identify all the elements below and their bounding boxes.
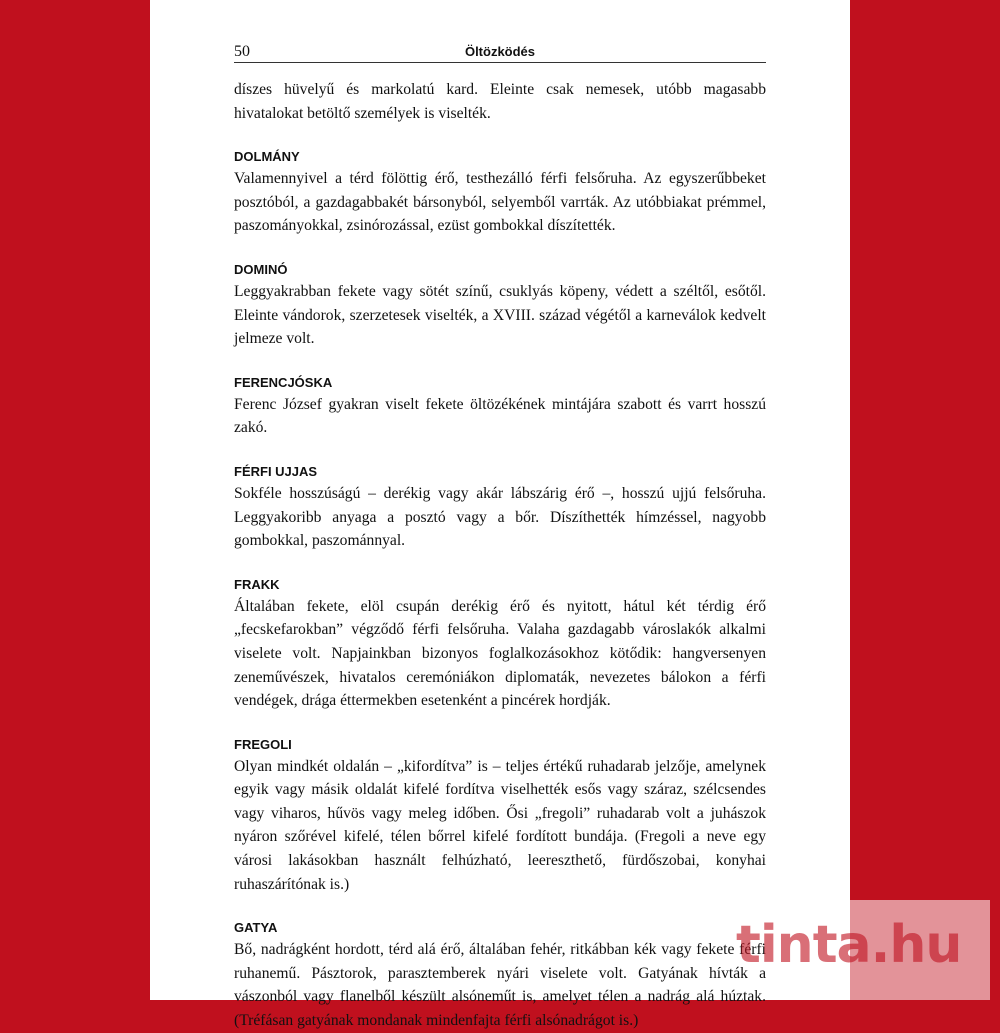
entry-definition: Valamennyivel a térd fölöttig érő, testhezálló férfi felsőruha. Az egyszerűbbeket posztóból, a gazdagabbakét bársonyból, selyemből varrták. Az utóbbiakat prémmel, paszományokkal, zsinórozással, ezüst gombokkal díszítették. xyxy=(234,170,766,235)
page-content xyxy=(234,78,766,1033)
page-header xyxy=(234,40,766,63)
entry-dolmany xyxy=(234,146,766,238)
entry-domino xyxy=(234,259,766,351)
entry-term: FRAKK xyxy=(234,576,280,592)
entry-definition: Leggyakrabban fekete vagy sötét színű, csuklyás köpeny, védett a széltől, esőtől. Eleinte vándorok, szerzetesek viselték, a XVIII. század végétől a karneválok kedvelt jelmeze volt. xyxy=(234,282,766,348)
entry-definition: Általában fekete, elöl csupán derékig érő és nyitott, hátul két térdig érő „fecskefarokban” végződő férfi felsőruha. Valaha gazdagabb városlakók alkalmi viselete volt. Napjainkban bizonyos foglalkozásokhoz kötődik: hangversenyen zeneművészek, hivatalos ceremóniákon diplomaták, nevezetes bálokon a férfi vendégek, drága éttermekben esetenként a pincérek hordják. xyxy=(234,597,766,710)
watermark-logo: tinta.hu xyxy=(736,915,962,975)
entry-definition: Ferenc József gyakran viselt fekete öltözékének mintájára szabott és varrt hosszú zakó. xyxy=(234,395,766,437)
intro-paragraph: díszes hüvelyű és markolatú kard. Eleinte csak nemesek, utóbb magasabb hivatalokat betöltő személyek is viselték. xyxy=(234,81,766,122)
entry-definition: Sokféle hosszúságú – derékig vagy akár lábszárig érő –, hosszú ujjú felsőruha. Leggyakoribb anyaga a posztó vagy a bőr. Díszíthették hímzéssel, nagyobb gombokkal, paszománnyal. xyxy=(234,484,766,550)
entry-gatya xyxy=(234,917,766,1032)
entry-fregoli xyxy=(234,734,766,897)
book-page xyxy=(150,0,850,1030)
entry-ferfi-ujjas xyxy=(234,461,766,553)
running-title: Öltözködés xyxy=(464,44,536,59)
entry-term: FÉRFI UJJAS xyxy=(234,463,318,479)
entry-term: GATYA xyxy=(234,920,278,936)
entry-definition: Bő, nadrágként hordott, térd alá érő, általában fehér, ritkábban kék vagy fekete férfi ruhanemű. Pásztorok, parasztemberek nyári viselete volt. Gatyának hívták a vászonból vagy flanelből készült alsóneműt is, amelyet télen a nadrág alá húztak. (Tréfásan gatyának mondanak mindenfajta férfi alsónadrágot is.) xyxy=(234,941,766,1030)
entry-term: FERENCJÓSKA xyxy=(234,374,333,390)
page-number: 50 xyxy=(234,43,250,60)
entry-ferencjoska xyxy=(234,372,766,440)
entry-term: FREGOLI xyxy=(234,736,292,752)
entry-definition: Olyan mindkét oldalán – „kifordítva” is – teljes értékű ruhadarab jelzője, amelynek egyik vagy másik oldalát kifelé fordítva viselhették esős vagy száraz, szélcsendes vagy viharos, hűvös vagy meleg időben. Ősi „fregoli” ruhadarab volt a juhászok nyáron szőrével kifelé, télen bőrrel kifelé fordított bundája. (Fregoli a neve egy városi lakásokban használt felhúzható, leereszthető, fürdőszobai, konyhai ruhaszárítónak is.) xyxy=(234,757,766,893)
entry-term: DOMINÓ xyxy=(234,261,288,277)
entry-term: DOLMÁNY xyxy=(234,149,300,165)
entry-frakk xyxy=(234,574,766,713)
